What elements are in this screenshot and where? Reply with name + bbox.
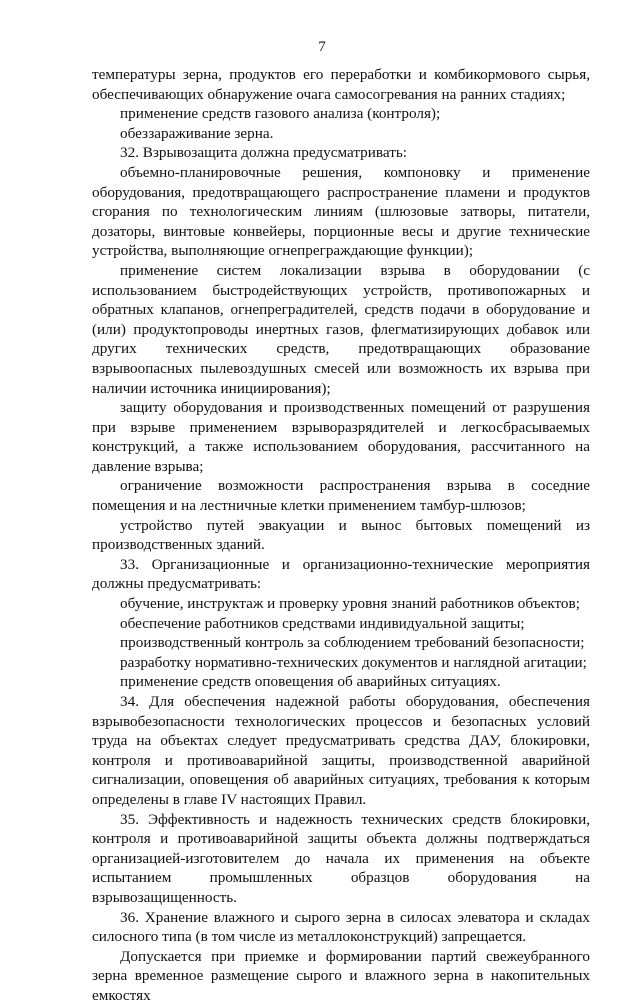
paragraph: обеспечение работников средствами индивидуальной защиты; [120,614,525,632]
paragraph: обучение, инструктаж и проверку уровня знаний работников объектов; [120,595,580,613]
section-34: 34. Для обеспечения надежной работы оборудования, обеспечения взрывобезопасности технологических процессов и безопасных условий труда на объектах следует предусматривать средства ДАУ, блокировки, контроля и противоаварийной защиты, производственной аварийной сигнализации, оповещения об аварийных ситуациях, требования к которым определены в главе IV настоящих Правил. [92,693,590,808]
paragraph: защиту оборудования и производственных помещений от разрушения при взрыве применением взрыворазрядителей и легкосбрасываемых конструкций, а также использованием оборудования, рассчитанного на давление взрыва; [92,399,590,475]
paragraph: Допускается при приемке и формировании партий свежеубранного зерна временное размещение сырого и влажного зерна в накопительных емкостях [92,947,590,1004]
paragraph: ограничение возможности распространения взрыва в соседние помещения и на лестничные клетки применением тамбур-шлюзов; [92,477,590,515]
paragraph: температуры зерна, продуктов его переработки и комбикормового сырья, обеспечивающих обнаружение очага самосогревания на ранних стадиях; [92,66,590,103]
section-heading-33: 33. Организационные и организационно-технические мероприятия должны предусматривать: [92,555,590,593]
page-number: 7 [318,39,326,55]
section-35: 35. Эффективность и надежность технических средств блокировки, контроля и противоаварийной защиты объекта должны подтверждаться организацией-изготовителем до начала их применения на объекте испытанием промышленных образцов оборудования на взрывозащищенность. [92,810,590,906]
paragraph: производственный контроль за соблюдением требований безопасности; [120,634,585,652]
paragraph: обеззараживание зерна. [120,124,274,142]
paragraph: разработку нормативно-технических документов и наглядной агитации; [120,653,587,671]
section-36: 36. Хранение влажного и сырого зерна в силосах элеватора и складах силосного типа (в том числе из металлоконструкций) запрещается. [92,908,590,946]
section-heading-32: 32. Взрывозащита должна предусматривать: [120,144,407,162]
paragraph: применение средств оповещения об аварийных ситуациях. [120,673,501,691]
paragraph: устройство путей эвакуации и вынос бытовых помещений из производственных зданий. [92,516,590,554]
paragraph: применение средств газового анализа (контроля); [120,105,441,123]
paragraph: объемно-планировочные решения, компоновку и применение оборудования, предотвращающего распространение пламени и продуктов сгорания по технологическим линиям (шлюзовые затворы, питатели, дозаторы, винтовые конвейеры, порционные весы и другие технические устройства, выполняющие огнепреграждающие функции); [92,163,590,260]
paragraph: применение систем локализации взрыва в оборудовании (с использованием быстродействующих устройств, противопожарных и обратных клапанов, огнепреградителей, средств подачи в оборудование и (или) продуктопроводы инертных газов, флегматизирующих добавок или других технических средств, предотвращающих образование взрывоопасных пылевоздушных смесей или возможность их взрыва при наличии источника инициирования); [92,261,590,397]
